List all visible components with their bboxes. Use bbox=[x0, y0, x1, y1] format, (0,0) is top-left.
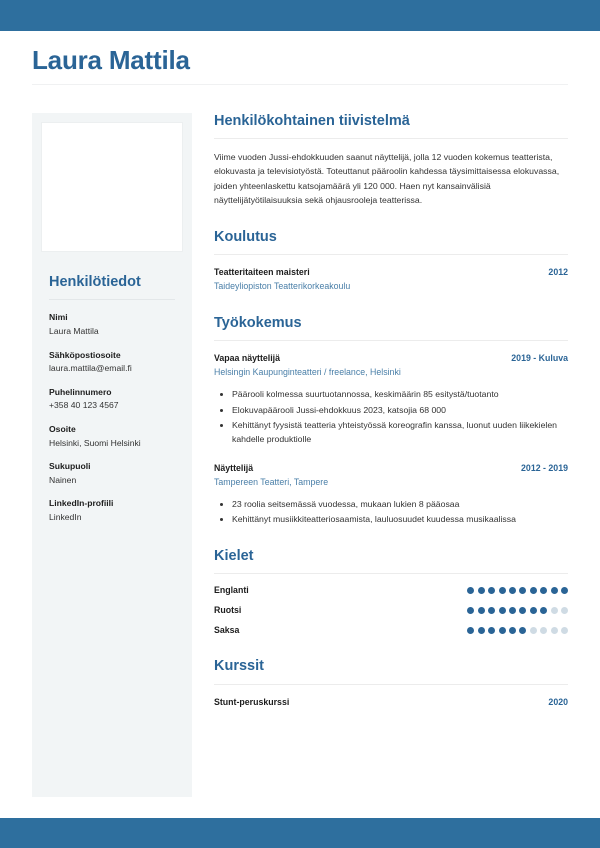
section-courses bbox=[214, 658, 568, 708]
sidebar bbox=[32, 113, 192, 797]
entry-title: Stunt-peruskurssi bbox=[214, 696, 290, 707]
field-label: Sukupuoli bbox=[49, 461, 91, 472]
experience-entry bbox=[214, 352, 568, 445]
level-dot bbox=[561, 587, 568, 594]
entry-bullet-list bbox=[214, 387, 568, 445]
level-dot bbox=[509, 607, 516, 614]
section-summary bbox=[214, 113, 568, 207]
level-dot bbox=[530, 587, 537, 594]
entry-bullet-list bbox=[214, 497, 568, 526]
field-label: LinkedIn-profiili bbox=[49, 498, 114, 509]
entry-subtitle: Tampereen Teatteri, Tampere bbox=[214, 476, 329, 487]
field-phone bbox=[49, 387, 175, 412]
list-item: • Elokuvapäärooli Jussi-ehdokkuus 2023, katsojia 68 000 bbox=[232, 403, 568, 417]
entry-subtitle: Helsingin Kaupunginteatteri / freelance, Helsinki bbox=[214, 367, 401, 378]
level-dot bbox=[530, 607, 537, 614]
section-body bbox=[214, 341, 568, 525]
main-column bbox=[192, 113, 568, 712]
bottom-accent-bar bbox=[0, 818, 600, 848]
language-name: Ruotsi bbox=[214, 605, 242, 616]
field-value: Laura Mattila bbox=[49, 325, 99, 336]
spacer bbox=[214, 211, 568, 229]
section-languages bbox=[214, 548, 568, 635]
entry-date: 2020 bbox=[548, 696, 568, 707]
level-dot bbox=[499, 587, 506, 594]
spacer bbox=[214, 645, 568, 658]
level-dot bbox=[519, 607, 526, 614]
field-label: Sähköpostiosoite bbox=[49, 349, 121, 360]
list-item: • Päärooli kolmessa suurtuotannossa, keskimäärin 85 esitystä/tuotanto bbox=[232, 387, 568, 401]
level-dot bbox=[561, 607, 568, 614]
section-education bbox=[214, 229, 568, 293]
language-level-dots bbox=[467, 607, 568, 614]
section-title-courses: Kurssit bbox=[214, 658, 264, 675]
field-linkedin bbox=[49, 498, 175, 523]
field-label: Osoite bbox=[49, 423, 76, 434]
level-dot bbox=[561, 627, 568, 634]
entry-header bbox=[214, 462, 568, 475]
level-dot bbox=[488, 627, 495, 634]
resume-header bbox=[32, 46, 568, 85]
language-level-dots bbox=[467, 627, 568, 634]
level-dot bbox=[551, 587, 558, 594]
field-value: laura.mattila@email.fi bbox=[49, 363, 132, 374]
entry-title: Teatteritaiteen maisteri bbox=[214, 267, 310, 278]
field-label: Puhelinnumero bbox=[49, 386, 112, 397]
field-value: Nainen bbox=[49, 474, 77, 485]
sidebar-divider bbox=[49, 299, 175, 300]
field-nimi bbox=[49, 312, 175, 337]
level-dot bbox=[488, 607, 495, 614]
level-dot bbox=[467, 627, 474, 634]
list-item: • Kehittänyt fyysistä teatteria yhteistyössä koreografin kanssa, luonut uuden liikekielen kahdelle produktiolle bbox=[232, 418, 568, 446]
resume-body bbox=[32, 113, 568, 797]
level-dot bbox=[509, 587, 516, 594]
experience-entry bbox=[214, 462, 568, 526]
list-item: • 23 roolia seitsemässä vuodessa, mukaan lukien 8 pääosaa bbox=[232, 497, 568, 511]
section-body bbox=[214, 139, 568, 206]
header-divider bbox=[32, 84, 568, 85]
summary-text: Viime vuoden Jussi-ehdokkuuden saanut näyttelijä, jolla 12 vuoden kokemus teatterista, elokuvasta ja televisiotyöstä. Toteuttanut pääroolin kahdessa täysimittaisessa elokuvassa, joiden yhteenlaskettu katsojamäärä yli 120 000. Haen nyt kansainvälisiä näyttelijätyötilaisuuksia sekä ohjausrooleja teatterissa. bbox=[214, 152, 560, 205]
field-value: +358 40 123 4567 bbox=[49, 400, 119, 411]
entry-title: Näyttelijä bbox=[214, 462, 254, 473]
page-title: Laura Mattila bbox=[32, 45, 190, 75]
level-dot bbox=[467, 587, 474, 594]
level-dot bbox=[540, 607, 547, 614]
profile-photo-placeholder bbox=[41, 122, 183, 252]
level-dot bbox=[519, 587, 526, 594]
level-dot bbox=[540, 627, 547, 634]
sidebar-content bbox=[41, 274, 183, 524]
section-body bbox=[214, 255, 568, 293]
field-gender bbox=[49, 461, 175, 486]
top-accent-bar bbox=[0, 0, 600, 31]
spacer bbox=[214, 448, 568, 462]
section-title-languages: Kielet bbox=[214, 547, 254, 564]
section-experience bbox=[214, 315, 568, 526]
entry-subtitle: Taideyliopiston Teatterikorkeakoulu bbox=[214, 280, 351, 291]
language-row bbox=[214, 585, 568, 595]
education-entry bbox=[214, 266, 568, 293]
language-row bbox=[214, 605, 568, 615]
language-row bbox=[214, 625, 568, 635]
level-dot bbox=[540, 587, 547, 594]
field-value[interactable]: LinkedIn bbox=[49, 511, 82, 522]
entry-header bbox=[214, 266, 568, 279]
level-dot bbox=[499, 607, 506, 614]
section-body bbox=[214, 574, 568, 635]
list-item: • Kehittänyt musiikkiteatteriosaamista, lauluosuudet kuudessa musikaalissa bbox=[232, 512, 568, 526]
entry-date: 2019 - Kuluva bbox=[511, 353, 568, 364]
field-value: Helsinki, Suomi Helsinki bbox=[49, 437, 141, 448]
level-dot bbox=[488, 587, 495, 594]
section-title-summary: Henkilökohtainen tiivistelmä bbox=[214, 113, 410, 129]
section-title-experience: Työkokemus bbox=[214, 315, 302, 332]
level-dot bbox=[551, 627, 558, 634]
level-dot bbox=[478, 607, 485, 614]
section-title-education: Koulutus bbox=[214, 228, 277, 245]
spacer bbox=[214, 297, 568, 315]
entry-header bbox=[214, 352, 568, 365]
language-name: Englanti bbox=[214, 585, 249, 596]
section-body bbox=[214, 685, 568, 709]
level-dot bbox=[478, 627, 485, 634]
entry-title: Vapaa näyttelijä bbox=[214, 353, 281, 364]
level-dot bbox=[509, 627, 516, 634]
level-dot bbox=[530, 627, 537, 634]
spacer bbox=[214, 530, 568, 548]
level-dot bbox=[499, 627, 506, 634]
field-email bbox=[49, 350, 175, 375]
course-entry bbox=[214, 696, 568, 709]
language-name: Saksa bbox=[214, 625, 240, 636]
level-dot bbox=[478, 587, 485, 594]
field-label: Nimi bbox=[49, 312, 68, 323]
entry-date: 2012 - 2019 bbox=[521, 462, 568, 473]
sidebar-section-title-personal-details: Henkilötiedot bbox=[49, 274, 141, 290]
level-dot bbox=[551, 607, 558, 614]
entry-date: 2012 bbox=[548, 267, 568, 278]
level-dot bbox=[519, 627, 526, 634]
level-dot bbox=[467, 607, 474, 614]
language-level-dots bbox=[467, 587, 568, 594]
field-address bbox=[49, 424, 175, 449]
